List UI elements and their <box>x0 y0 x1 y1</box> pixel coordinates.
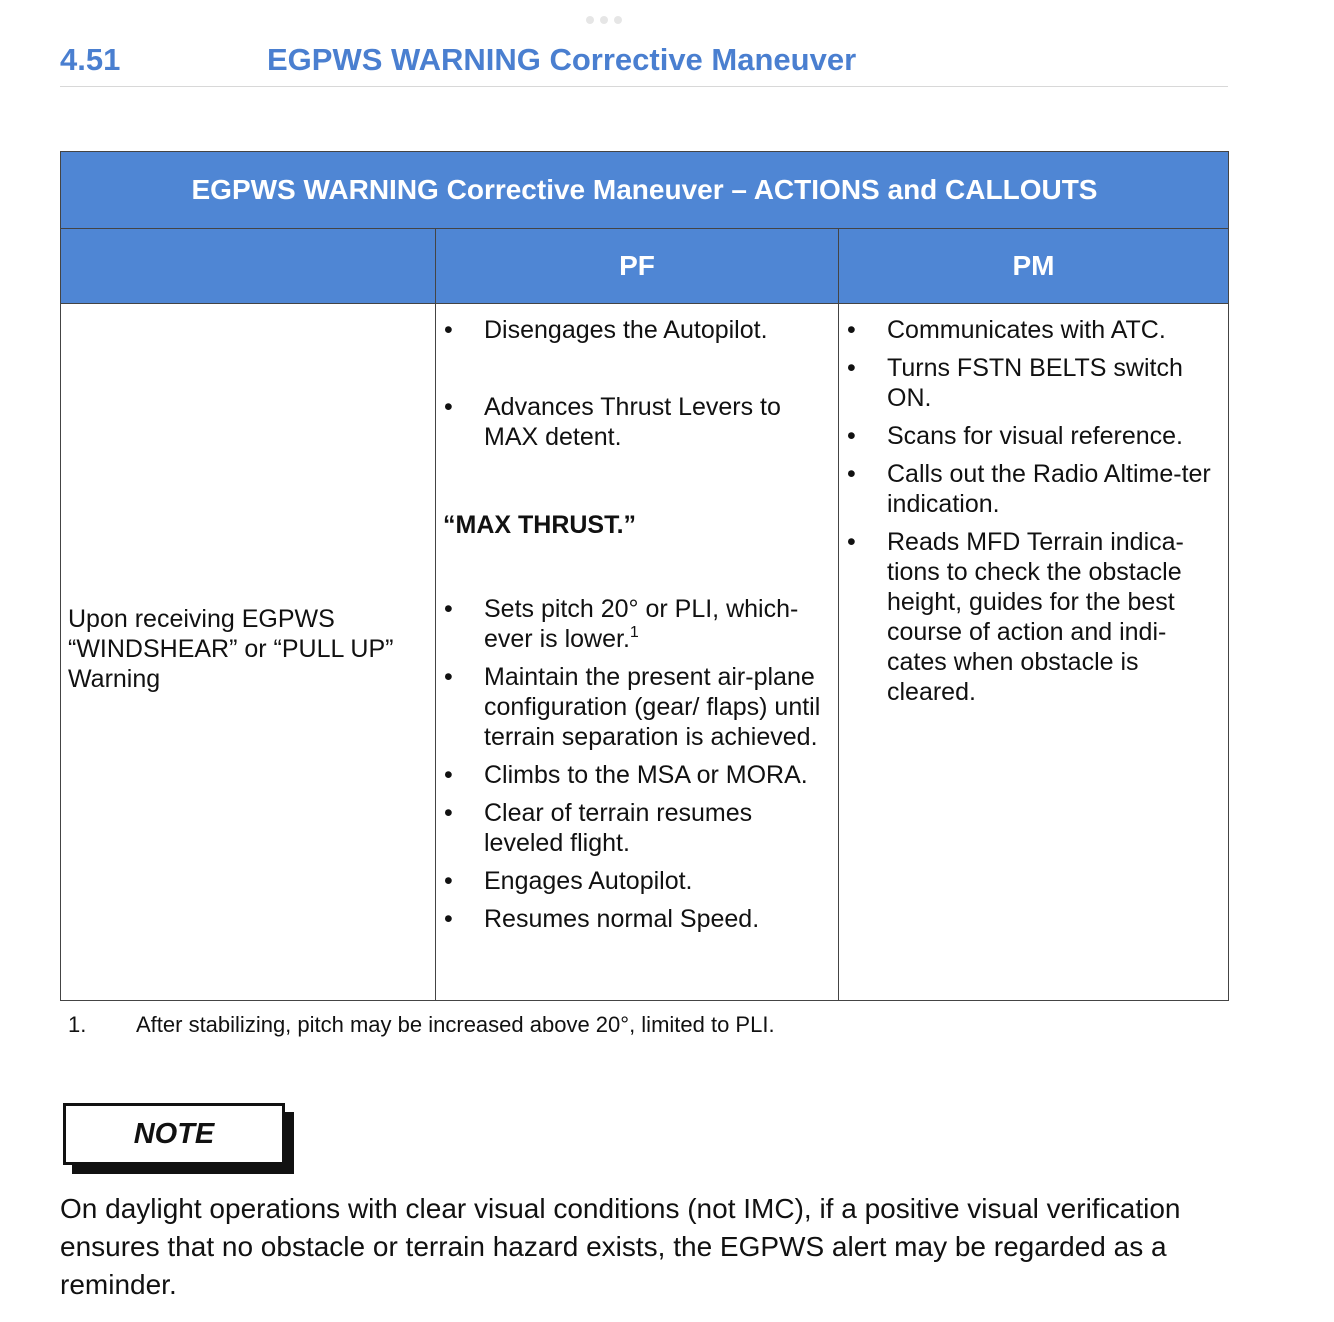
bullet-icon: • <box>444 595 453 623</box>
list-item <box>839 527 1228 707</box>
list-item <box>436 866 838 896</box>
list-item <box>436 392 838 452</box>
pf-actions-list-2 <box>436 594 838 934</box>
pf-action-text: Disengages the Autopilot. <box>484 316 768 344</box>
pf-actions-cell <box>436 304 839 1001</box>
list-item <box>436 315 838 345</box>
pf-action-text: Clear of terrain resumes leveled flight. <box>484 799 753 857</box>
note-text: On daylight operations with clear visual conditions (not IMC), if a positive visual verification ensures that no obstacle or terrain hazard exists, the EGPWS alert may be regarded as a reminder. <box>60 1193 1181 1300</box>
pf-action-text: Resumes normal Speed. <box>484 905 760 933</box>
max-thrust-callout: “MAX THRUST.” <box>443 511 637 539</box>
column-header-pf: PF <box>436 229 839 304</box>
pm-actions-list <box>839 315 1228 707</box>
list-item <box>436 904 838 934</box>
bullet-icon: • <box>847 528 856 556</box>
section-number: 4.51 <box>60 42 121 77</box>
bullet-icon: • <box>444 867 453 895</box>
list-item <box>839 353 1228 413</box>
bullet-icon: • <box>847 354 856 382</box>
footnote-number: 1. <box>68 1012 87 1037</box>
bullet-icon: • <box>847 316 856 344</box>
page-indicator <box>586 16 622 24</box>
bullet-icon: • <box>444 663 453 691</box>
list-item <box>436 798 838 858</box>
bullet-icon: • <box>444 761 453 789</box>
pf-actions-list <box>436 315 838 452</box>
bullet-icon: • <box>847 422 856 450</box>
list-item <box>436 594 838 654</box>
footnote-reference: 1 <box>629 624 639 641</box>
bullet-icon: • <box>444 905 453 933</box>
table-title: EGPWS WARNING Corrective Maneuver – ACTIONS and CALLOUTS <box>61 152 1229 229</box>
pm-action-text: Communicates with ATC. <box>887 316 1166 344</box>
pm-action-text: Turns FSTN BELTS switch ON. <box>887 354 1183 412</box>
bullet-icon: • <box>444 799 453 827</box>
list-item <box>839 421 1228 451</box>
pm-action-text: Reads MFD Terrain indica-tions to check the obstacle height, guides for the best course of action and indi-cates when obstacle is cleared. <box>887 528 1184 706</box>
list-item <box>436 760 838 790</box>
bullet-icon: • <box>444 316 453 344</box>
note-label: NOTE <box>63 1103 285 1165</box>
pf-action-text: Maintain the present air-plane configuration (gear/ flaps) until terrain separation is achieved. <box>484 663 821 751</box>
page-dot <box>600 16 608 24</box>
section-title: EGPWS WARNING Corrective Maneuver <box>267 42 857 77</box>
pf-action-text: Climbs to the MSA or MORA. <box>484 761 808 789</box>
pm-action-text: Scans for visual reference. <box>887 422 1183 450</box>
page-dot <box>614 16 622 24</box>
bullet-icon: • <box>847 460 856 488</box>
pf-action-text: Sets pitch 20° or PLI, which-ever is lower. <box>484 595 799 653</box>
condition-text: Upon receiving EGPWS “WINDSHEAR” or “PULL UP” Warning <box>68 605 394 693</box>
pm-actions-cell <box>839 304 1229 1001</box>
page-dot <box>586 16 594 24</box>
section-heading <box>60 36 1228 87</box>
bullet-icon: • <box>444 393 453 421</box>
footnote-text: After stabilizing, pitch may be increased above 20°, limited to PLI. <box>136 1012 775 1037</box>
list-item <box>839 315 1228 345</box>
column-header-condition <box>61 229 436 304</box>
pf-action-text: Engages Autopilot. <box>484 867 693 895</box>
list-item <box>436 662 838 752</box>
actions-callouts-table <box>60 151 1229 1001</box>
pf-action-text: Advances Thrust Levers to MAX detent. <box>484 393 781 451</box>
list-item <box>839 459 1228 519</box>
column-header-pm: PM <box>839 229 1229 304</box>
condition-cell <box>61 304 436 1001</box>
pm-action-text: Calls out the Radio Altime-ter indication. <box>887 460 1211 518</box>
